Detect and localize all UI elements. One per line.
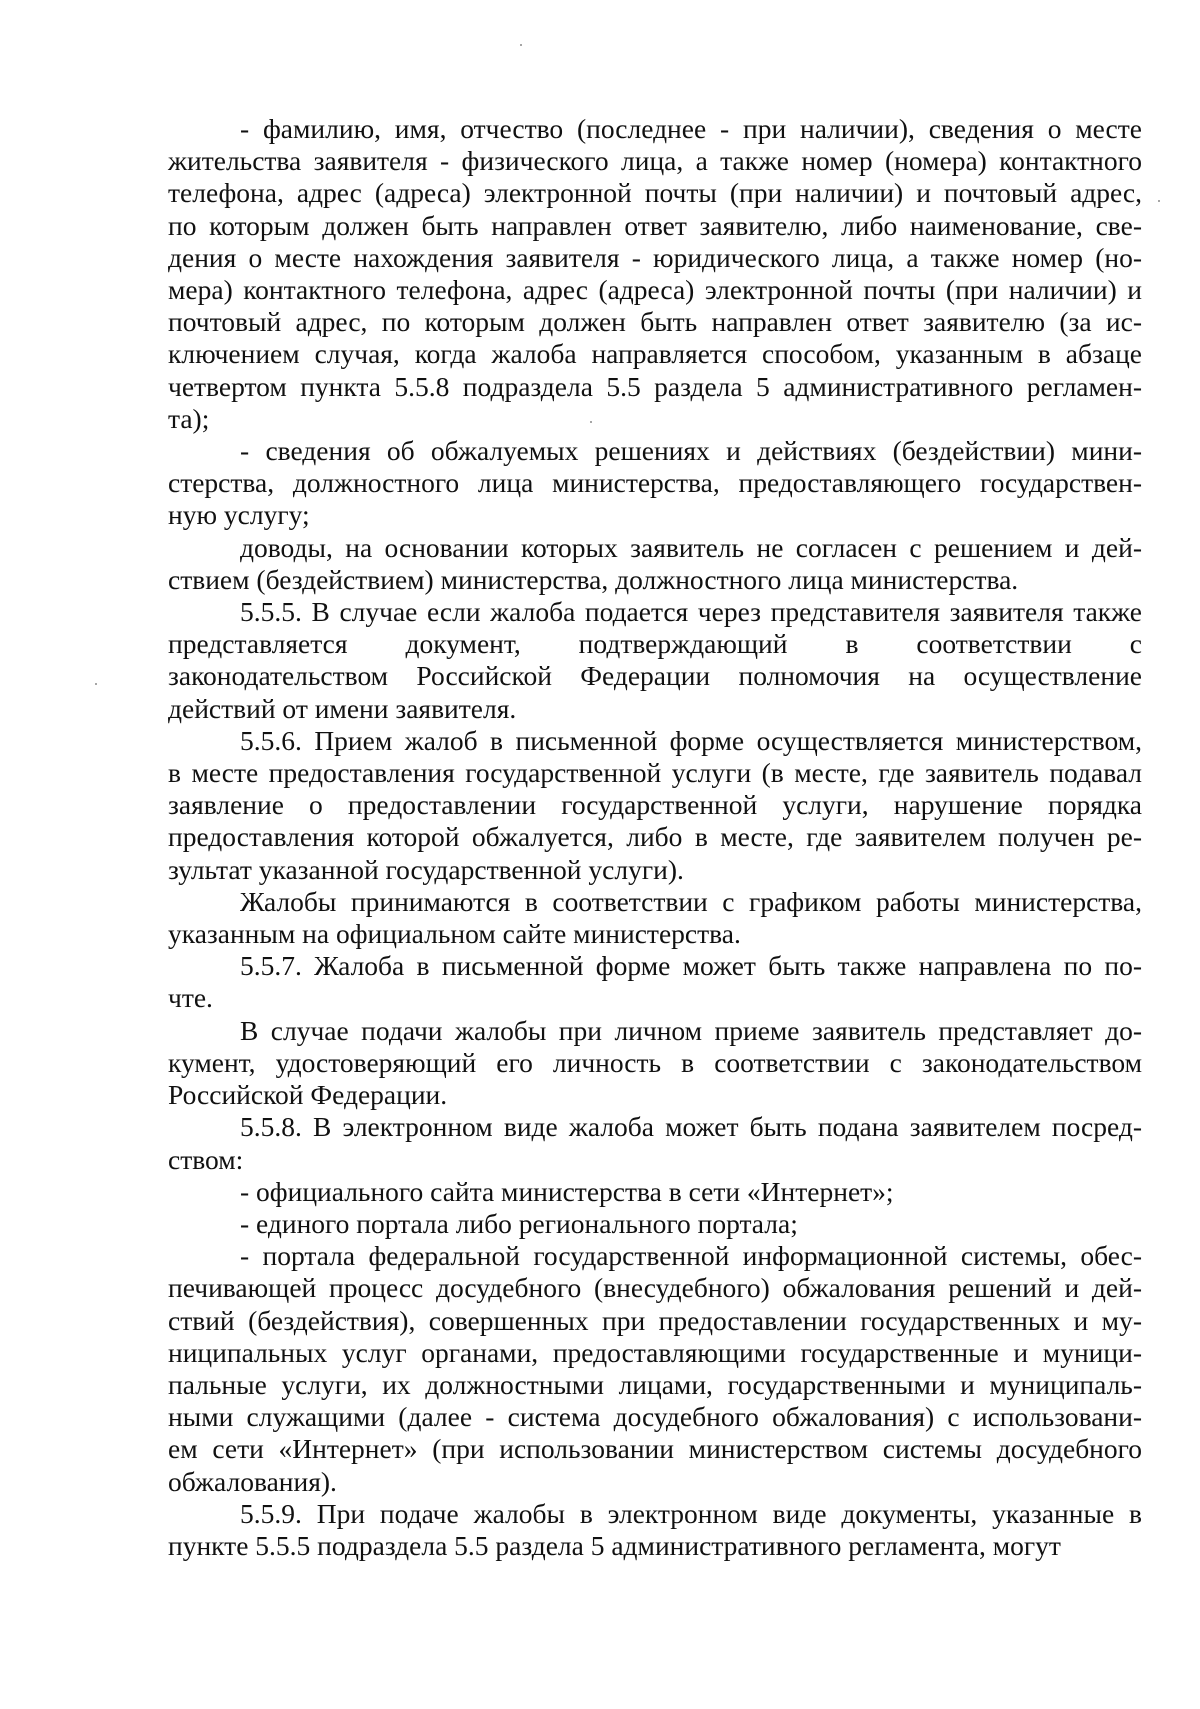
text-line: 5.5.6. Прием жалоб в письменной форме осуществляется министерством, — [240, 724, 1142, 756]
text-line: - официального сайта министерства в сети «Интернет»; — [240, 1175, 894, 1207]
text-line: В случае подачи жалобы при личном приеме заявитель представляет до- — [240, 1014, 1142, 1046]
text-line: 5.5.8. В электронном виде жалоба может быть подана заявителем посред- — [240, 1111, 1142, 1143]
paragraph-p7 — [168, 950, 1142, 1014]
paragraph-p3 — [168, 532, 1142, 596]
paragraph-p2 — [168, 435, 1142, 532]
text-line: стерства, должностного лица министерства, предоставляющего государствен- — [168, 467, 1142, 499]
text-line: ством: — [168, 1143, 244, 1175]
paragraph-p6 — [168, 886, 1142, 950]
text-line: ствий (бездействия), совершенных при предоставлении государственных и му- — [168, 1304, 1142, 1336]
paragraph-p5 — [168, 725, 1142, 886]
text-line: ем сети «Интернет» (при использовании министерством системы досудебного — [168, 1433, 1142, 1465]
text-line: мера) контактного телефона, адрес (адреса) электронной почты (при наличии) и — [168, 274, 1142, 306]
text-line: ниципальных услуг органами, предоставляющими государственные и муници- — [168, 1336, 1142, 1368]
paragraph-p9 — [168, 1111, 1142, 1175]
text-line: обжалования). — [168, 1465, 337, 1497]
text-line: дения о месте нахождения заявителя - юридического лица, а также номер (но- — [168, 241, 1142, 273]
paragraph-p4 — [168, 596, 1142, 725]
text-line: почтовый адрес, по которым должен быть направлен ответ заявителю (за ис- — [168, 306, 1142, 338]
text-line: действий от имени заявителя. — [168, 692, 517, 724]
paragraph-p10 — [168, 1176, 1142, 1208]
text-line: кумент, удостоверяющий его личность в соответствии с законодательством — [168, 1046, 1142, 1078]
text-line: четвертом пункта 5.5.8 подраздела 5.5 раздела 5 административного регламен- — [168, 370, 1142, 402]
text-line: чте. — [168, 982, 213, 1014]
paragraph-p8 — [168, 1015, 1142, 1112]
text-line: заявление о предоставлении государственной услуги, нарушение порядка — [168, 789, 1142, 821]
scan-speck — [95, 683, 97, 685]
text-line: жительства заявителя - физического лица, а также номер (номера) контактного — [168, 145, 1142, 177]
paragraph-p1 — [168, 113, 1142, 435]
text-line: ную услугу; — [168, 499, 310, 531]
scan-speck — [520, 44, 522, 46]
text-line: 5.5.5. В случае если жалоба подается через представителя заявителя также — [240, 596, 1142, 628]
text-line: печивающей процесс досудебного (внесудебного) обжалования решений и дей- — [168, 1272, 1142, 1304]
text-line: ключением случая, когда жалоба направляется способом, указанным в абзаце — [168, 338, 1142, 370]
text-line: - фамилию, имя, отчество (последнее - при наличии), сведения о месте — [240, 113, 1142, 144]
text-line: предоставления которой обжалуется, либо в месте, где заявителем получен ре- — [168, 821, 1142, 853]
paragraph-p12 — [168, 1240, 1142, 1498]
text-line: Жалобы принимаются в соответствии с графиком работы министерства, — [240, 885, 1142, 917]
text-line: - единого портала либо регионального портала; — [240, 1207, 798, 1239]
text-line: зультат указанной государственной услуги). — [168, 853, 684, 885]
text-line: ствием (бездействием) министерства, должностного лица министерства. — [168, 563, 1019, 595]
text-line: указанным на официальном сайте министерства. — [168, 918, 741, 950]
text-line: Российской Федерации. — [168, 1079, 448, 1111]
text-line: законодательством Российской Федерации полномочия на осуществление — [168, 660, 1142, 692]
paragraph-p11 — [168, 1208, 1142, 1240]
paragraph-p13 — [168, 1498, 1142, 1562]
text-line: пункте 5.5.5 подраздела 5.5 раздела 5 административного регламента, могут — [168, 1529, 1061, 1561]
text-line: телефона, адрес (адреса) электронной почты (при наличии) и почтовый адрес, — [168, 177, 1142, 209]
text-line: 5.5.7. Жалоба в письменной форме может быть также направлена по по- — [240, 950, 1142, 982]
text-line: по которым должен быть направлен ответ заявителю, либо наименование, све- — [168, 209, 1142, 241]
text-line: доводы, на основании которых заявитель не согласен с решением и дей- — [240, 531, 1142, 563]
text-line: 5.5.9. При подаче жалобы в электронном виде документы, указанные в — [240, 1497, 1142, 1529]
text-line: ными служащими (далее - система досудебного обжалования) с использовани- — [168, 1401, 1142, 1433]
text-line: пальные услуги, их должностными лицами, государственными и муниципаль- — [168, 1368, 1142, 1400]
text-line: в месте предоставления государственной услуги (в месте, где заявитель подавал — [168, 757, 1142, 789]
scan-speck — [1158, 200, 1160, 202]
text-line: та); — [168, 402, 210, 434]
text-line: - портала федеральной государственной информационной системы, обес- — [240, 1240, 1142, 1272]
text-line: представляется документ, подтверждающий в соответствии с — [168, 628, 1142, 660]
text-line: - сведения об обжалуемых решениях и действиях (бездействии) мини- — [240, 435, 1142, 467]
document-body — [168, 113, 1142, 1562]
